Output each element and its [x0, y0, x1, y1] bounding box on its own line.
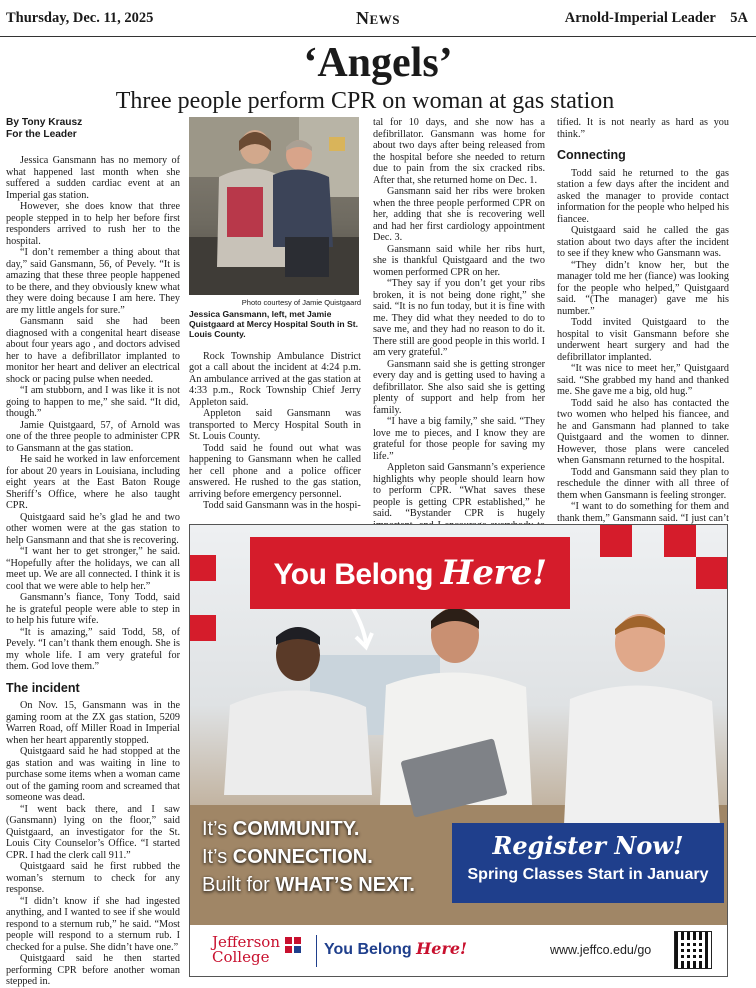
paragraph: Todd said he returned to the gas station a few days after the incident and asked the manager to provide contact information for the people who helped his fiancee.	[557, 167, 729, 225]
paragraph: “It was nice to meet her,” Quistgaard said. “She grabbed my hand and thanked me. She gave me a big, old hug.”	[557, 363, 729, 397]
byline-author: By Tony Krausz	[6, 117, 83, 128]
paragraph: Gansmann said she is getting stronger every day and is getting used to having a defibrillator. She also said she is getting plenty of support and help from her family.	[373, 358, 545, 416]
register-now-text: Register Now!	[492, 831, 684, 860]
paragraph: Quistgaard said he first rubbed the woman’s sternum to check for any response.	[6, 861, 180, 895]
paragraph: Gansmann said her ribs were broken when the three people performed CPR on her, adding that she is recovering well and had her first cardiology appointment Dec. 3.	[373, 186, 545, 243]
paragraph: Quistgaard said he had stopped at the gas station and was waiting in line to purchase some items when a woman came out of the gaming room and screamed that someone was dead.	[6, 746, 180, 803]
tagline-line-3	[202, 871, 415, 899]
jefferson-college-logo: Jefferson College	[212, 933, 280, 966]
paragraph: “I don’t remember a thing about that day,” said Gansmann, 56, of Pevely. “It is amazing that these three people happened to be there, and they obviously knew what they were doing because I am here. They are my little angels for sure.”	[6, 247, 180, 316]
college-logo-icon	[285, 937, 301, 953]
photo-credit: Photo courtesy of Jamie Quistgaard	[241, 298, 361, 307]
paragraph: Quistgaard said he then started performing CPR before another woman stepped in.	[6, 953, 180, 987]
paragraph: Todd said he found out what was happening to Gansmann when he called her cell phone and a police officer answered. He rushed to the gas station, arriving before emergency personnel.	[189, 442, 361, 500]
qr-code-pattern	[680, 937, 704, 961]
publication-title: Arnold-Imperial Leader	[564, 10, 716, 26]
footer-slogan-script: Here!	[416, 939, 468, 958]
article-column-2	[189, 117, 361, 512]
article-column-1	[6, 117, 180, 988]
section-name: News	[356, 8, 400, 28]
tagline-bold: COMMUNITY.	[232, 818, 360, 840]
subhead-connecting: Connecting	[557, 148, 626, 162]
news-photo	[189, 117, 359, 295]
paragraph: “I want her to get stronger,” he said. “Hopefully after the holidays, we can all meet up. We are all connected. I think it is cool that we were able to help her.”	[6, 546, 180, 592]
paragraph: “I am stubborn, and I was like it is not going to happen to me,” she said. “It did, though.”	[6, 385, 180, 419]
headline: ‘Angels’	[303, 40, 453, 86]
paragraph: “They say if you don’t get your ribs broken, it is not being done right,” she said. “It is no fun today, but it is fine with me. They did what they needed to do to save me, and they had no reason to do it. There still are good people in this world. I am very grateful.”	[373, 278, 545, 358]
banner-script: Here!	[440, 553, 547, 593]
paragraph: “They didn’t know her, but the manager told me her (fiance) was looking for the people who helped,” Quistgaard said. “(The manager) gave me his number.”	[557, 259, 729, 317]
photo-illustration	[189, 117, 359, 295]
paragraph: “I didn’t know if she had ingested anything, and I wanted to see if she would respond to a sternum rub,” he said. “Most people will respond to a sternum rub. I checked for a pulse. She didn’t have one.”	[6, 895, 180, 953]
tagline-plain: It’s	[202, 818, 233, 840]
publication-name	[565, 10, 748, 27]
paragraph: Jamie Quistgaard, 57, of Arnold was one of the three people to administer CPR to Gansmann at the gas station.	[6, 419, 180, 454]
paragraph: Todd invited Quistgaard to the hospital to visit Gansmann before she underwent heart surgery and had the defibrillator implanted.	[557, 317, 729, 363]
ad-banner-text	[250, 537, 570, 609]
tagline-plain: It’s	[202, 846, 233, 868]
paragraph: He said he worked in law enforcement for about 20 years in Louisiana, including eight years at the East Baton Rouge Sheriff’s Office, where he also taught CPR.	[6, 454, 180, 511]
byline	[6, 117, 180, 141]
page-header	[0, 0, 756, 37]
issue-date: Thursday, Dec. 11, 2025	[6, 10, 154, 26]
paragraph: Gansmann said while her ribs hurt, she is thankful Quistgaard and the two women performed CPR on her.	[373, 243, 545, 278]
article-column-3	[373, 117, 545, 543]
page-number: 5A	[730, 10, 748, 26]
byline-affiliation: For the Leader	[6, 129, 77, 140]
tagline-line-2	[202, 843, 415, 871]
paragraph: Todd said he also has contacted the two women who helped his fiancee, and he and Gansmann had planned to take Quistgaard and the women to dinner. However, those plans were canceled when Gansmann returned to the hospital.	[557, 397, 729, 466]
deck-headline: Three people perform CPR on woman at gas station	[115, 88, 615, 114]
paragraph: Rock Township Ambulance District got a call about the incident at 4:24 p.m. An ambulance arrived at the gas station at 4:33 p.m., Rock Township Chief Jerry Appleton said.	[189, 350, 361, 408]
banner-plain: You Belong	[273, 558, 441, 591]
ad-tagline	[202, 815, 415, 899]
tagline-bold: CONNECTION.	[232, 846, 373, 868]
footer-divider	[316, 935, 317, 967]
paragraph: However, she does know that three people stepped in to help her before first responders arrived to rush her to the hospital.	[6, 201, 180, 247]
paragraph: Jessica Gansmann has no memory of what happened last month when she suffered a sudden cardiac event at an Imperial gas station.	[6, 155, 180, 201]
subhead-the-incident: The incident	[6, 680, 80, 695]
photo-caption: Jessica Gansmann, left, met Jamie Quistgaard at Mercy Hospital South in St. Louis County.	[189, 308, 359, 339]
paragraph: “It is amazing,” said Todd, 58, of Pevely. “I can’t thank them enough. She is my whole life. I am very grateful for them. God love them.”	[6, 626, 180, 672]
tagline-bold: WHAT’S NEXT.	[275, 874, 415, 896]
ad-url-link[interactable]: www.jeffco.edu/go	[550, 943, 652, 957]
register-now-box[interactable]	[452, 823, 724, 903]
college-advertisement[interactable]	[189, 524, 728, 977]
paragraph: Gansmann said she had been diagnosed with a congenital heart disease about four years ago , and doctors advised her to have a defibrillator implanted to monitor her heart and deliver an electrical shock or pacing pulse when needed.	[6, 316, 180, 385]
paragraph: Appleton said Gansmann’s experience highlights why people should learn how to perform CPR. “What saves these people is getting CPR established,” he said. “Bystander CPR is hugely	[373, 462, 545, 519]
paragraph: Appleton said Gansmann was transported to Mercy Hospital South in St. Louis County.	[189, 408, 361, 442]
paragraph: Gansmann’s fiance, Tony Todd, said he is grateful people were able to step in to help his future wife.	[6, 592, 180, 626]
paragraph: “I went back there, and I saw (Gansmann) lying on the floor,” said Quistgaard, an investigator for the St. Louis City Counselor’s Office. “I started CPR. I had the clerk call 911.”	[6, 803, 180, 861]
paragraph: “I want to do something for them and thank them,” Gansmann said. “I just can’t	[557, 501, 729, 524]
paragraph: Todd said Gansmann was in the hospi-	[203, 500, 361, 511]
spring-classes-text: Spring Classes Start in January	[467, 866, 709, 883]
tagline-plain: Built for	[202, 874, 276, 896]
paragraph: On Nov. 15, Gansmann was in the gaming room at the ZX gas station, 5209 Warren Road, off Miller Road in Imperial when her heart apparently stopped.	[6, 700, 180, 746]
paragraph-continued: tified. It is not nearly as hard as you think.”	[557, 117, 729, 140]
footer-slogan-plain: You Belong	[324, 941, 417, 958]
footer-slogan	[324, 939, 467, 959]
article-column-4	[557, 117, 729, 536]
paragraph: Quistgaard said he called the gas station about two days after the incident to see if they knew who Gansmann was.	[557, 225, 729, 259]
paragraph: Todd and Gansmann said they plan to reschedule the dinner with all three of them when Gansmann is feeling stronger.	[557, 466, 729, 501]
paragraph-continued: tal for 10 days, and she now has a defibrillator. Gansmann was home for about two days after being released from the hospital before she needed to return due to pain from the six cracked ribs. After that, she returned home on Dec. 1.	[373, 117, 545, 186]
paragraph: “I have a big family,” she said. “They love me to pieces, and I know they are grateful for those people for saving my life.”	[373, 416, 545, 462]
tagline-line-1	[202, 815, 415, 843]
paragraph: Quistgaard said he’s glad he and two other women were at the gas station to help Gansmann and that she is recovering.	[6, 511, 180, 546]
